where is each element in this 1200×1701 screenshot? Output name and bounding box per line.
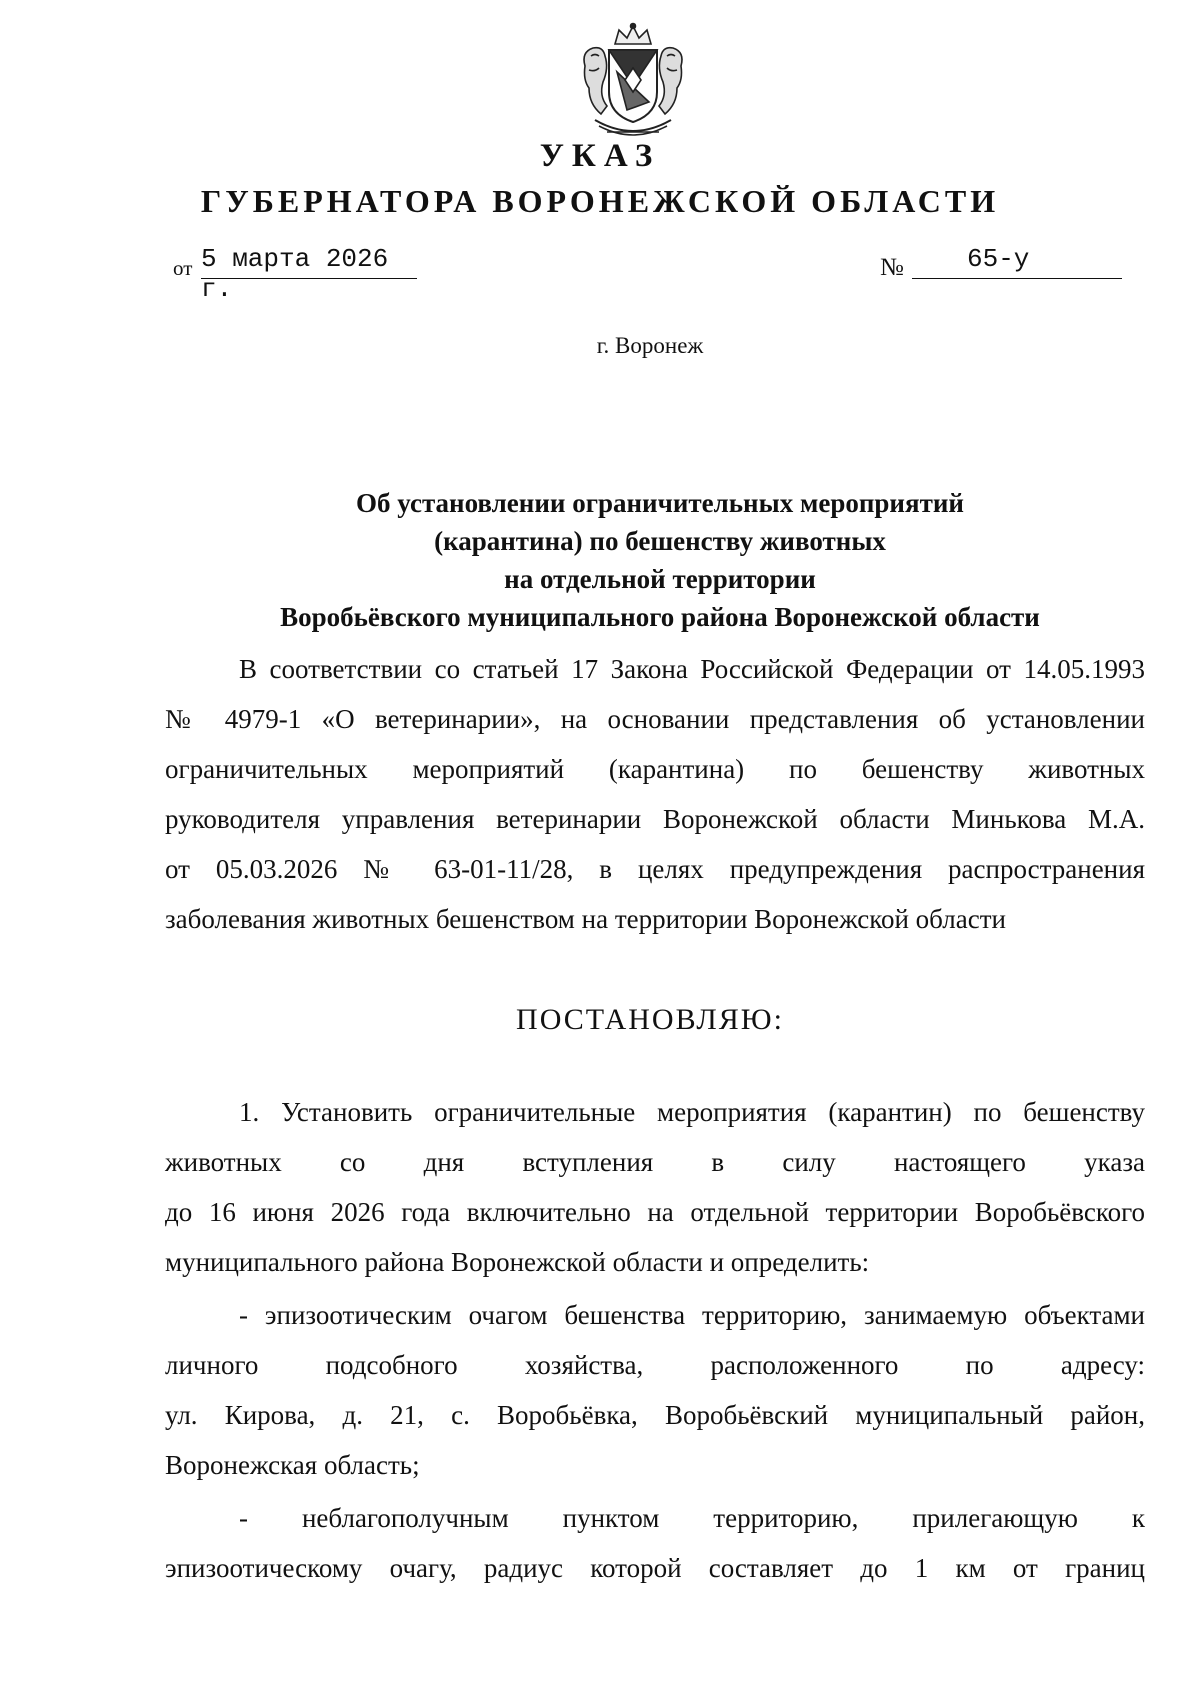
text-line: № 4979-1 «О ветеринарии», на основании представления об установлении: [165, 704, 1145, 734]
text-line: В соответствии со статьей 17 Закона Российской Федерации от 14.05.1993: [239, 654, 1145, 684]
title-line: Воробьёвского муниципального района Воронежской области: [280, 602, 1040, 632]
text-line: животных со дня вступления в силу настоящего указа: [165, 1147, 1145, 1177]
text-line: от 05.03.2026 № 63-01-11/28, в целях предупреждения распространения: [165, 854, 1145, 884]
coat-of-arms-icon: [577, 22, 689, 144]
date-value: 5 марта 2026 г.: [201, 244, 389, 304]
title-line: Об установлении ограничительных мероприятий: [356, 488, 964, 518]
decree-word: ПОСТАНОВЛЯЮ:: [516, 1003, 784, 1036]
number-field: [912, 244, 1122, 279]
text-line: ул. Кирова, д. 21, с. Воробьёвка, Воробьёвский муниципальный район,: [165, 1400, 1145, 1430]
clause-1: [165, 1087, 1145, 1287]
title-line: (карантина) по бешенству животных: [434, 526, 886, 556]
clause-1-item-1: [165, 1290, 1145, 1490]
date-prefix: от: [173, 256, 193, 280]
issuer-title: ГУБЕРНАТОРА ВОРОНЕЖСКОЙ ОБЛАСТИ: [200, 183, 1000, 219]
text-line: заболевания животных бешенством на территории Воронежской области: [165, 904, 1006, 934]
document-type: УКАЗ: [539, 138, 661, 174]
document-title: [200, 484, 1120, 636]
date-field: [201, 244, 417, 304]
text-line: до 16 июня 2026 года включительно на отдельной территории Воробьёвского: [165, 1197, 1145, 1227]
text-line: личного подсобного хозяйства, расположенного по адресу:: [165, 1350, 1145, 1380]
text-line: руководителя управления ветеринарии Воронежской области Минькова М.А.: [165, 804, 1145, 834]
clause-1-item-2: [165, 1493, 1145, 1593]
text-line: ограничительных мероприятий (карантина) по бешенству животных: [165, 754, 1145, 784]
preamble-paragraph: [165, 644, 1145, 944]
city-line: г. Воронеж: [596, 333, 704, 358]
number-label: №: [880, 254, 904, 281]
text-line: Воронежская область;: [165, 1450, 420, 1480]
number-value: 65-у: [967, 244, 1030, 274]
text-line: эпизоотическому очагу, радиус которой составляет до 1 км от границ: [165, 1553, 1145, 1583]
text-line: муниципального района Воронежской области и определить:: [165, 1247, 870, 1277]
text-line: - эпизоотическим очагом бешенства территорию, занимаемую объектами: [239, 1300, 1145, 1330]
text-line: 1. Установить ограничительные мероприятия (карантин) по бешенству: [239, 1097, 1145, 1127]
text-line: - неблагополучным пунктом территорию, прилегающую к: [239, 1503, 1145, 1533]
title-line: на отдельной территории: [504, 564, 816, 594]
